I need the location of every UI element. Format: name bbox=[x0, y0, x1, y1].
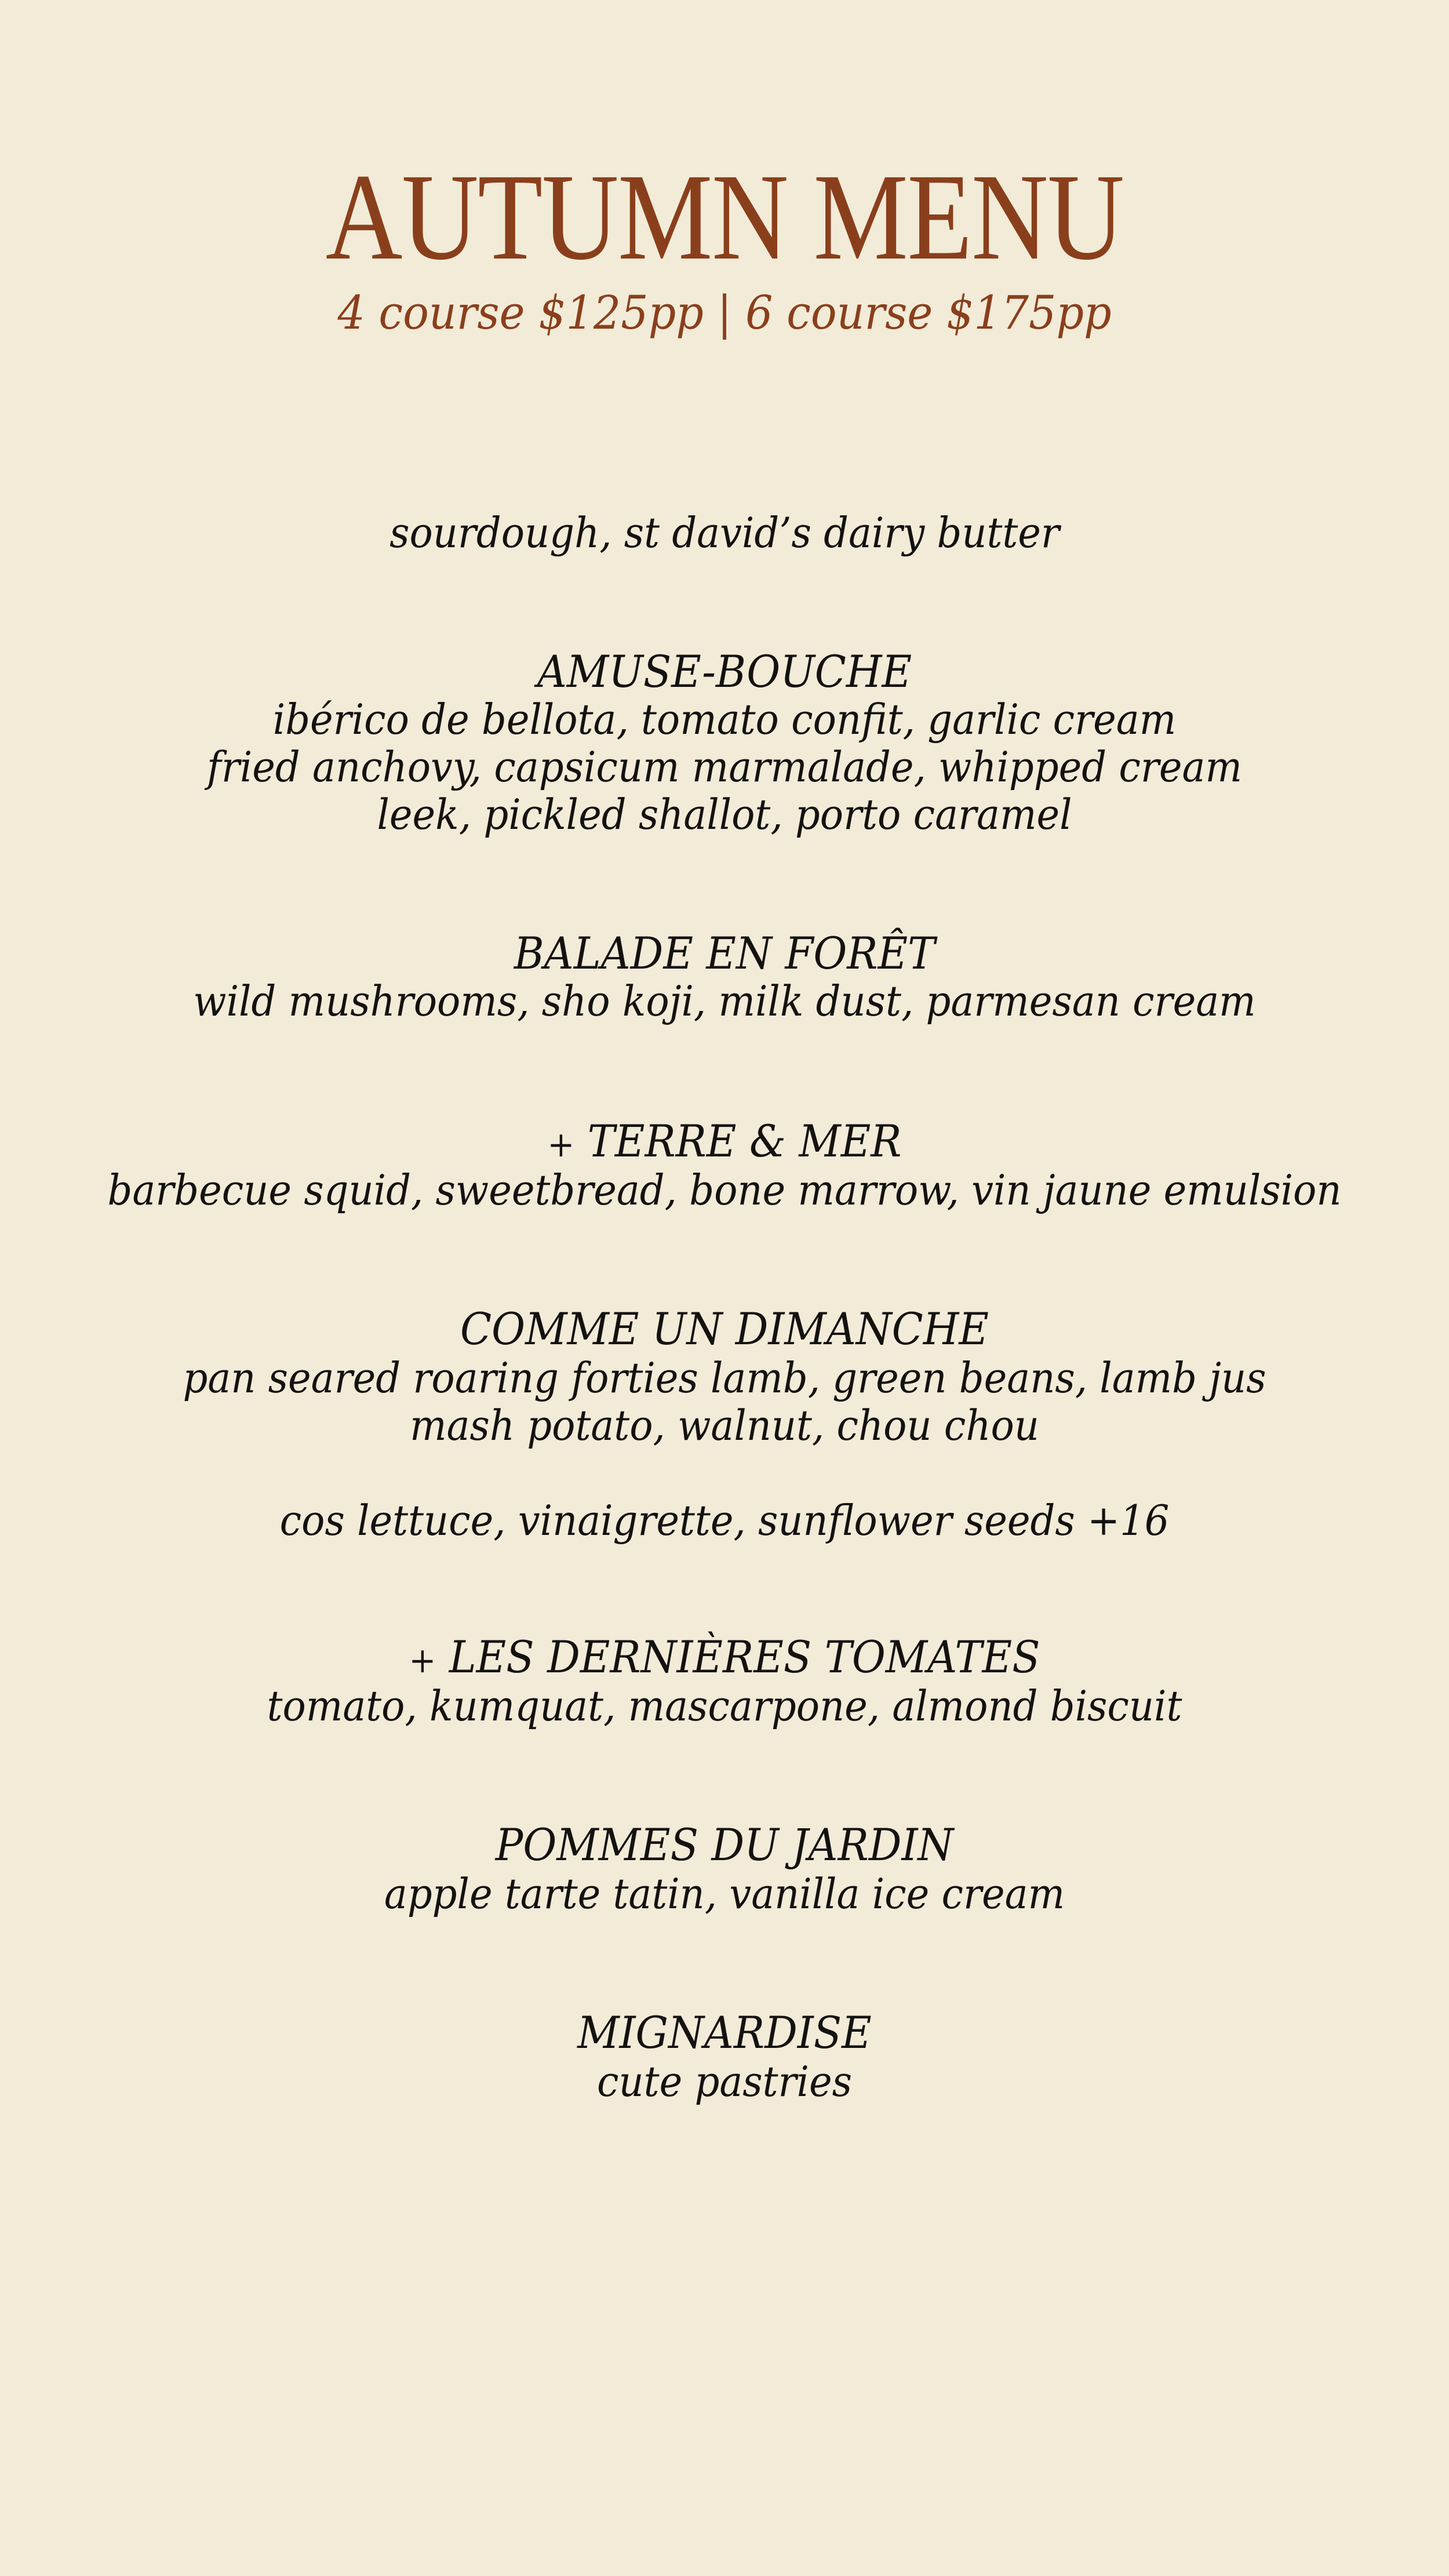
dish-line: tomato, kumquat, mascarpone, almond biscuit bbox=[267, 1682, 1182, 1730]
bread-service: sourdough, st david’s dairy butter bbox=[389, 508, 1060, 557]
course-heading bbox=[51, 1821, 1399, 1869]
course-heading bbox=[51, 1633, 1399, 1684]
dish-line: mash potato, walnut, chou chou bbox=[410, 1401, 1039, 1450]
course-title: COMME UN DIMANCHE bbox=[460, 1303, 989, 1355]
dish-line: barbecue squid, sweetbread, bone marrow, vin jaune emulsion bbox=[107, 1166, 1342, 1214]
course-heading bbox=[51, 2009, 1399, 2057]
course-title: BALADE EN FORÊT bbox=[514, 927, 935, 979]
dish-line: apple tarte tatin, vanilla ice cream bbox=[384, 1869, 1065, 1918]
course-heading bbox=[51, 927, 1399, 979]
course-title: POMMES DU JARDIN bbox=[495, 1819, 954, 1871]
supplement-plus-sign: + bbox=[547, 1125, 575, 1165]
dish-line: pan seared roaring forties lamb, green beans, lamb jus bbox=[183, 1354, 1266, 1402]
course-heading bbox=[51, 648, 1399, 696]
dish-line: cute pastries bbox=[597, 2057, 852, 2106]
course-title: MIGNARDISE bbox=[577, 2007, 872, 2058]
course-heading bbox=[51, 1115, 1399, 1169]
course-title: AMUSE-BOUCHE bbox=[537, 646, 912, 697]
course-title: LES DERNIÈRES TOMATES bbox=[449, 1631, 1040, 1683]
side-dish-line: cos lettuce, vinaigrette, sunflower seeds +16 bbox=[279, 1496, 1170, 1545]
dish-line: wild mushrooms, sho koji, milk dust, parmesan cream bbox=[193, 977, 1256, 1025]
dish-line: leek, pickled shallot, porto caramel bbox=[377, 790, 1072, 839]
dish-line: fried anchovy, capsicum marmalade, whipped cream bbox=[207, 743, 1242, 791]
supplement-plus-sign: + bbox=[409, 1640, 436, 1681]
menu-title: AUTUMN MENU bbox=[325, 148, 1124, 286]
course-title: TERRE & MER bbox=[587, 1115, 902, 1167]
course-heading bbox=[51, 1305, 1399, 1353]
dish-line: ibérico de bellota, tomato confit, garlic cream bbox=[272, 695, 1177, 744]
menu-pricing: 4 course $125pp | 6 course $175pp bbox=[337, 286, 1112, 340]
